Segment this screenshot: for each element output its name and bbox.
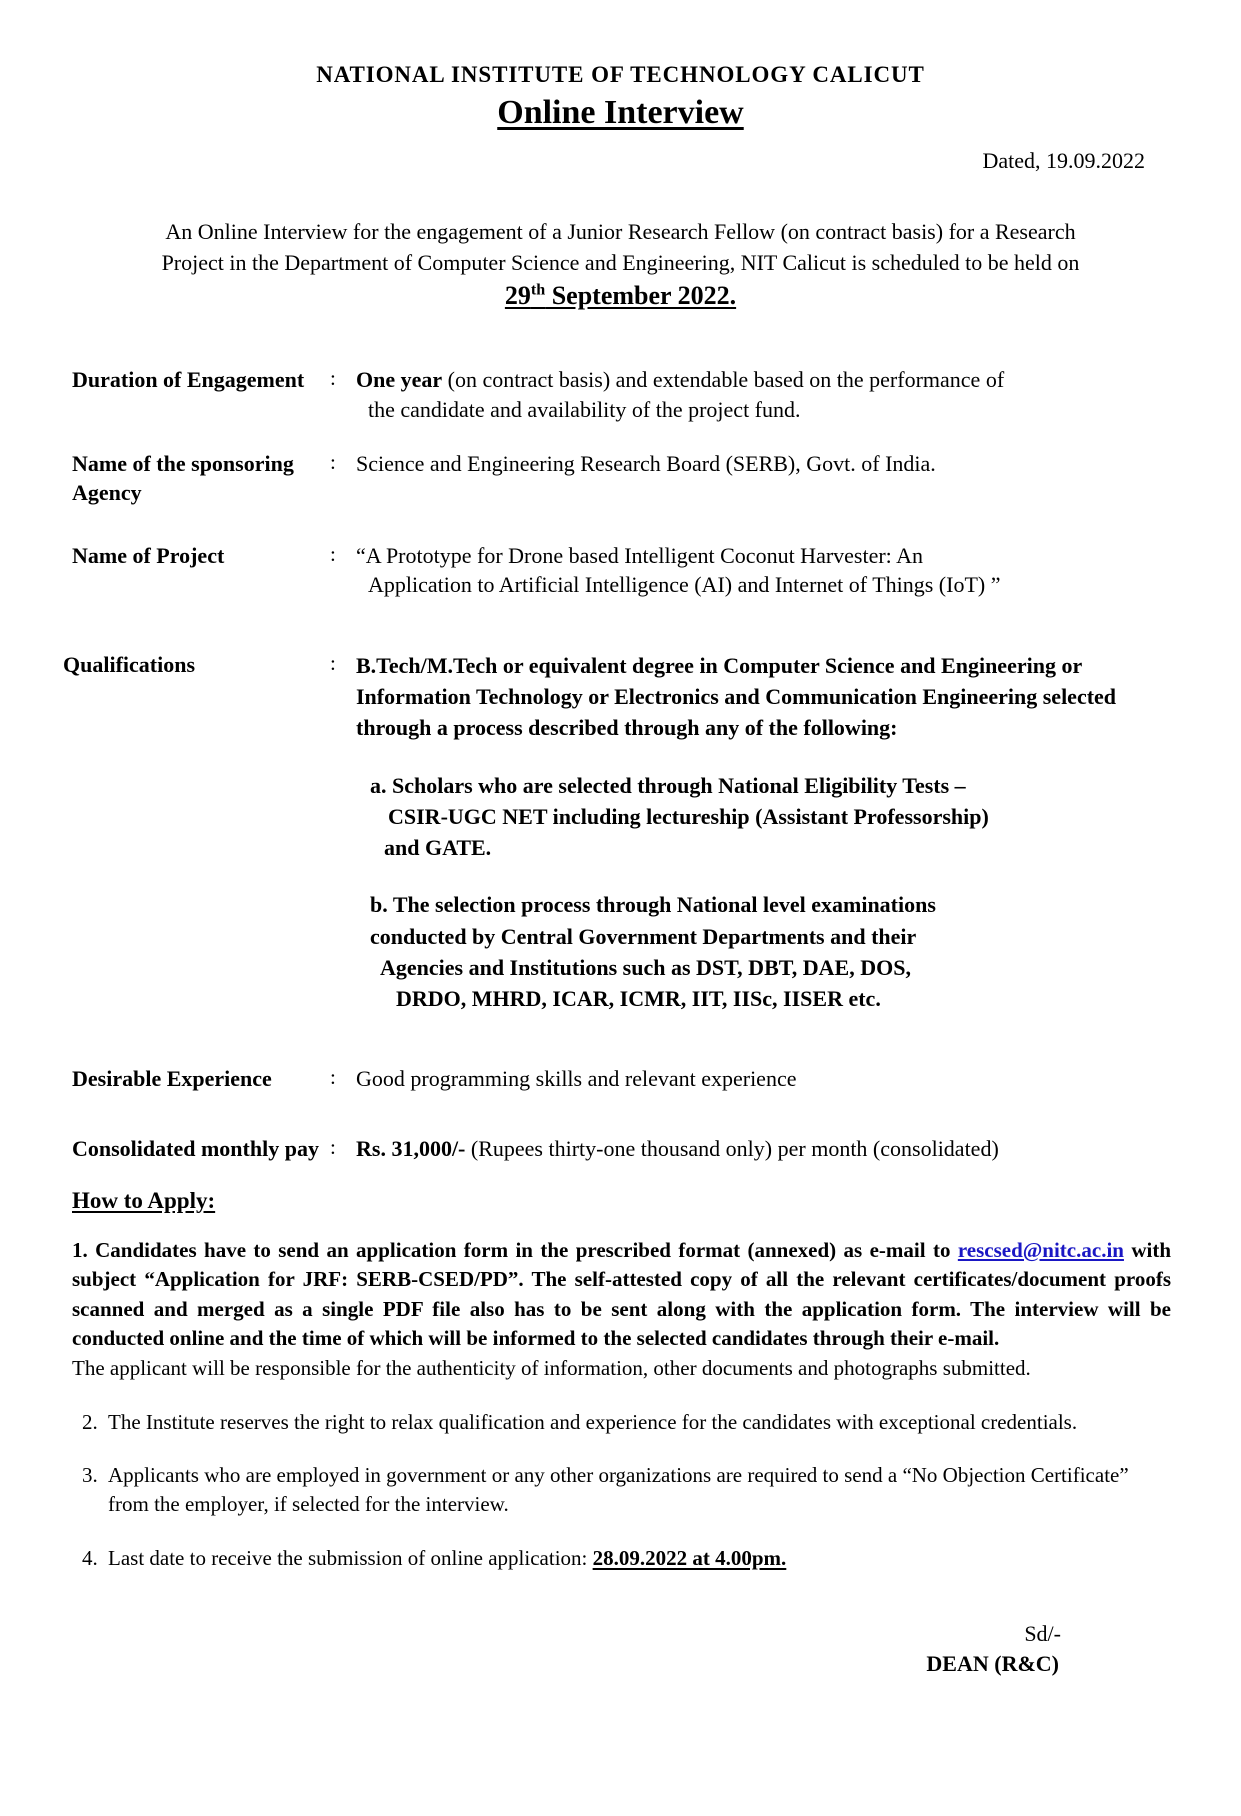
qualification-item-b-line4: DRDO, MHRD, ICAR, ICMR, IIT, IISc, IISER etc. (396, 986, 881, 1012)
how-to-apply-block (72, 1236, 1171, 1574)
document-page (0, 62, 1241, 1816)
value-pay-rest: (Rupees thirty-one thousand only) per month (consolidated) (465, 1136, 999, 1162)
apply-item-2 (72, 1408, 1171, 1437)
row-pay (0, 1134, 1241, 1164)
apply-item-3-number: 3. (82, 1463, 98, 1488)
apply-item-1-part2: with subject “Application for JRF: SERB-CSED/PD”. The self-attested copy of all the relevant certificates/document proofs scanned and merged as a single PDF file also has to be sent along with the application form. The interview will be conducted online and the time of which will be informed to the selected candidates through their e-mail. (72, 1237, 1171, 1350)
intro-line-2: Project in the Department of Computer Science and Engineering, NIT Calicut is scheduled to be held on (161, 249, 1080, 275)
value-duration (356, 365, 1241, 424)
apply-item-1-part1: 1. Candidates have to send an application form in the prescribed format (annexed) as e-mail to (72, 1237, 958, 1262)
colon-project: : (330, 541, 336, 566)
qualification-item-a (356, 770, 1171, 864)
apply-item-2-text: The Institute reserves the right to relax qualification and experience for the candidates with exceptional credentials. (108, 1409, 1078, 1434)
interview-date-ordinal: th (530, 281, 546, 299)
apply-item-3 (72, 1461, 1171, 1520)
intro-line-1: An Online Interview for the engagement of a Junior Research Fellow (on contract basis) for a Research (165, 218, 1076, 244)
apply-note: The applicant will be responsible for the authenticity of information, other documents and photographs submitted. (72, 1356, 1031, 1381)
apply-item-4-number: 4. (82, 1545, 98, 1570)
apply-item-2-number: 2. (82, 1409, 98, 1434)
qualification-item-b-line3: Agencies and Institutions such as DST, DBT, DAE, DOS, (380, 954, 911, 980)
label-experience: Desirable Experience (72, 1066, 272, 1092)
qualifications-intro: B.Tech/M.Tech or equivalent degree in Computer Science and Engineering or Information Technology or Electronics and Communication Engineering selected through a process described through any of the following: (356, 653, 1117, 741)
document-date: Dated, 19.09.2022 (982, 147, 1145, 173)
value-project-line2: Application to Artificial Intelligence (AI) and Internet of Things (IoT) ” (368, 572, 1001, 598)
interview-date (0, 281, 1241, 311)
interview-date-rest: September 2022. (545, 281, 737, 311)
organization-title: NATIONAL INSTITUTE OF TECHNOLOGY CALICUT (316, 62, 925, 87)
label-duration: Duration of Engagement (72, 367, 305, 393)
email-link[interactable]: rescsed@nitc.ac.in (957, 1237, 1124, 1262)
signature-block (0, 1619, 1241, 1678)
label-qualifications: Qualifications (63, 652, 196, 677)
colon-experience: : (330, 1065, 336, 1090)
document-title (0, 95, 1241, 132)
colon-agency: : (330, 449, 336, 474)
qualification-item-b-line2: conducted by Central Government Departments and their (370, 923, 917, 949)
label-agency: Name of the sponsoring Agency (72, 450, 294, 505)
value-project-line1: “A Prototype for Drone based Intelligent Coconut Harvester: An (356, 542, 923, 568)
value-pay-bold: Rs. 31,000/- (356, 1136, 466, 1162)
signature-dean: DEAN (R&C) (926, 1650, 1059, 1676)
value-duration-bold: One year (356, 367, 443, 393)
row-experience (0, 1064, 1241, 1094)
intro-paragraph (118, 216, 1123, 278)
apply-item-3-text: Applicants who are employed in government or any other organizations are required to send a “No Objection Certificate” from the employer, if selected for the interview. (108, 1463, 1129, 1517)
apply-item-4-label: Last date to receive the submission of online application: (108, 1545, 593, 1570)
how-to-apply-heading-text: How to Apply: (72, 1187, 216, 1213)
value-duration-line2: the candidate and availability of the project fund. (368, 396, 801, 422)
qualification-item-b (356, 889, 1171, 1014)
label-project: Name of Project (72, 542, 225, 568)
value-experience: Good programming skills and relevant experience (356, 1066, 797, 1092)
value-project (356, 541, 1241, 600)
value-duration-rest: (on contract basis) and extendable based on the performance of (442, 367, 1005, 393)
colon-qualifications: : (330, 651, 336, 675)
colon-duration: : (330, 366, 336, 391)
row-project (0, 541, 1241, 600)
row-duration (0, 365, 1241, 424)
apply-item-4-deadline: 28.09.2022 at 4.00pm. (592, 1545, 787, 1570)
interview-date-day: 29 (504, 281, 531, 311)
qualifications-list (356, 770, 1171, 1015)
qualification-item-a-line3: and GATE. (384, 835, 492, 861)
document-title-text: Online Interview (497, 94, 744, 131)
apply-item-1 (72, 1236, 1171, 1354)
qualification-item-a-line1: a. Scholars who are selected through National Eligibility Tests – (370, 772, 966, 798)
colon-pay: : (330, 1135, 336, 1160)
label-pay: Consolidated monthly pay (72, 1136, 319, 1162)
value-pay (356, 1134, 1241, 1164)
row-agency (0, 449, 1241, 507)
apply-item-4 (72, 1544, 1171, 1573)
row-qualifications (0, 650, 1241, 1040)
qualification-item-b-line1: b. The selection process through National level examinations (370, 892, 936, 918)
value-qualifications (356, 650, 1241, 1040)
apply-item-4-text (108, 1544, 1171, 1573)
qualification-item-a-line2: CSIR-UGC NET including lectureship (Assistant Professorship) (388, 803, 989, 829)
how-to-apply-heading (72, 1188, 1241, 1214)
signature-sd: Sd/- (1024, 1621, 1061, 1647)
value-agency: Science and Engineering Research Board (SERB), Govt. of India. (356, 450, 936, 476)
field-list (0, 365, 1241, 1164)
